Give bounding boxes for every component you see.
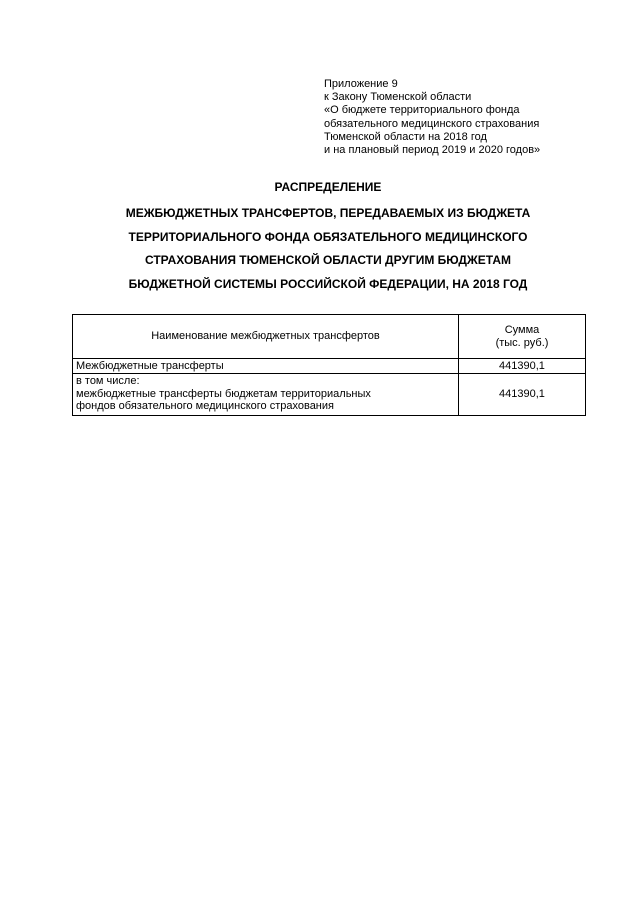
title-heading: РАСПРЕДЕЛЕНИЕ xyxy=(274,180,382,194)
row-name-line: в том числе: xyxy=(76,375,140,387)
transfers-table xyxy=(72,314,586,416)
row-sum-cell: 441390,1 xyxy=(459,359,586,374)
header-name-cell xyxy=(73,315,459,359)
document-title xyxy=(70,180,586,296)
table-header-row xyxy=(73,315,586,359)
header-sum-unit: (тыс. руб.) xyxy=(495,336,549,349)
row-name-line: фондов обязательного медицинского страхования xyxy=(76,400,334,412)
row-sum-cell: 441390,1 xyxy=(459,374,586,416)
title-line: БЮДЖЕТНОЙ СИСТЕМЫ РОССИЙСКОЙ ФЕДЕРАЦИИ, НА 2018 ГОД xyxy=(128,276,528,291)
appendix-note xyxy=(324,78,540,157)
row-name-cell xyxy=(73,359,459,374)
appendix-line: и на плановый период 2019 и 2020 годов» xyxy=(324,144,541,157)
appendix-line: к Закону Тюменской области xyxy=(324,91,472,104)
title-line: СТРАХОВАНИЯ ТЮМЕНСКОЙ ОБЛАСТИ ДРУГИМ БЮДЖЕТАМ xyxy=(144,253,512,267)
title-line: ТЕРРИТОРИАЛЬНОГО ФОНДА ОБЯЗАТЕЛЬНОГО МЕДИЦИНСКОГО xyxy=(128,229,528,244)
title-line: МЕЖБЮДЖЕТНЫХ ТРАНСФЕРТОВ, ПЕРЕДАВАЕМЫХ ИЗ БЮДЖЕТА xyxy=(125,206,531,220)
table-row xyxy=(73,374,586,416)
appendix-line: «О бюджете территориального фонда xyxy=(324,104,520,117)
header-sum-label: Сумма xyxy=(504,323,540,336)
header-name-label: Наименование межбюджетных трансфертов xyxy=(151,330,380,342)
appendix-line: Приложение 9 xyxy=(324,78,398,90)
row-name-line: Межбюджетные трансферты xyxy=(76,359,224,372)
appendix-line: Тюменской области на 2018 год xyxy=(324,130,487,143)
appendix-line: обязательного медицинского страхования xyxy=(324,117,540,130)
header-sum-cell xyxy=(459,315,586,359)
table-row xyxy=(73,359,586,374)
row-name-cell xyxy=(73,374,459,416)
row-name-line: межбюджетные трансферты бюджетам территориальных xyxy=(76,387,371,400)
